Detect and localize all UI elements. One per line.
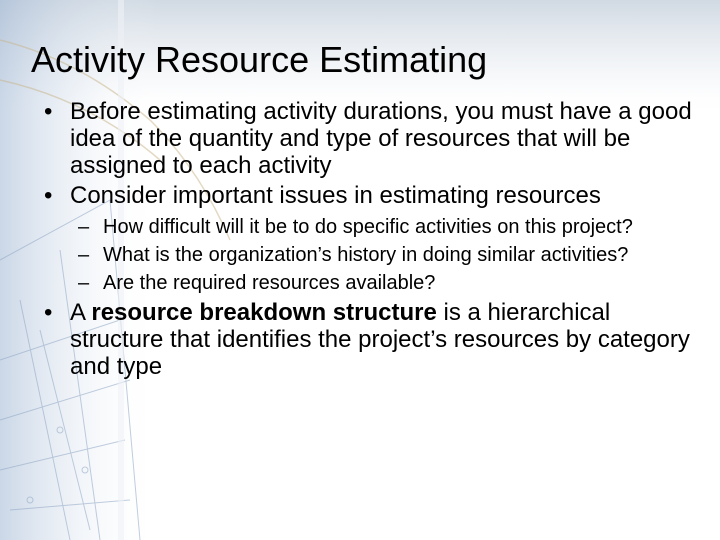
sub-bullet-item bbox=[78, 271, 694, 295]
bullet-suffix: is a hierarchical structure that identifies the project’s resources by category and type bbox=[70, 299, 690, 380]
bullet-text: Before estimating activity durations, you must have a good idea of the quantity and type of resources that will be assigned to each activity bbox=[70, 98, 692, 179]
bullet-prefix: A bbox=[70, 299, 92, 326]
bullet-mark: • bbox=[44, 182, 53, 209]
bullet-mark: • bbox=[44, 299, 53, 326]
bullet-list bbox=[44, 98, 694, 383]
sub-bullet-text: How difficult will it be to do specific activities on this project? bbox=[103, 216, 633, 238]
bullet-item bbox=[44, 98, 694, 179]
bullet-text: Consider important issues in estimating resources bbox=[70, 182, 601, 209]
sub-bullet-item bbox=[78, 243, 694, 267]
sub-bullet-text: Are the required resources available? bbox=[103, 272, 436, 294]
bullet-item bbox=[44, 299, 694, 380]
sub-bullet-list bbox=[44, 215, 694, 295]
sub-bullet-mark: – bbox=[78, 244, 90, 266]
bullet-bold-term: resource breakdown structure bbox=[91, 299, 437, 326]
sub-bullet-mark: – bbox=[78, 216, 90, 238]
sub-bullet-item bbox=[78, 215, 694, 239]
slide-title: Activity Resource Estimating bbox=[31, 39, 488, 80]
bullet-mark: • bbox=[44, 98, 53, 125]
sub-bullet-text: What is the organization’s history in doing similar activities? bbox=[103, 244, 629, 266]
sub-bullet-mark: – bbox=[78, 272, 90, 294]
bullet-item bbox=[44, 182, 694, 209]
